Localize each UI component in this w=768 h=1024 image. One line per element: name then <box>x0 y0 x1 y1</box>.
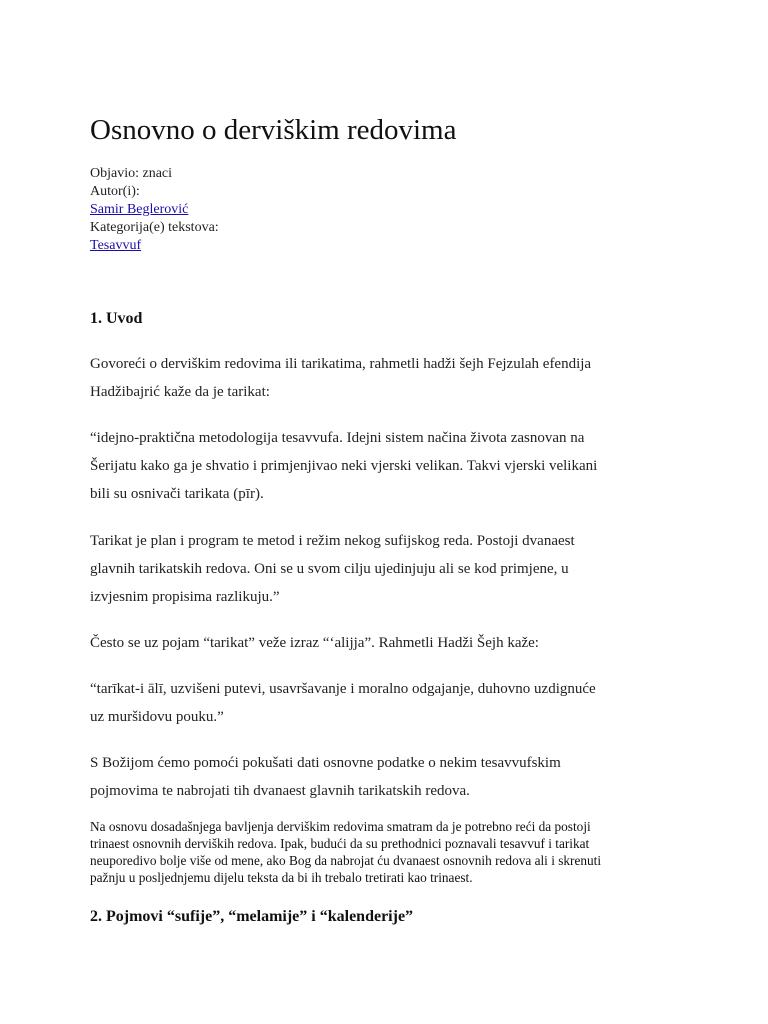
paragraph-line: “tarīkat-i ālī, uzvišeni putevi, usavršavanje i moralno odgajanje, duhovno uzdignuće <box>90 681 596 697</box>
paragraph-line: glavnih tarikatskih redova. Oni se u svom cilju ujedinjuju ali se kod primjene, u <box>90 561 569 577</box>
paragraph-line: Hadžibajrić kaže da je tarikat: <box>90 384 270 400</box>
paragraph-7-note <box>90 818 680 886</box>
paragraph-line: Na osnovu dosadašnjega bavljenja derviškim redovima smatram da je potrebno reći da postoji <box>90 819 591 834</box>
paragraph-2 <box>90 424 680 508</box>
paragraph-line: izvjesnim propisima razlikuju.” <box>90 589 280 605</box>
paragraph-6 <box>90 749 680 805</box>
author-link[interactable]: Samir Beglerović <box>90 202 189 217</box>
article-meta <box>90 165 219 255</box>
paragraph-3 <box>90 527 680 611</box>
paragraph-line: trinaest osnovnih derviških redova. Ipak, budući da su prethodnici poznavali tesavvuf i tarikat <box>90 836 590 851</box>
paragraph-line: bili su osnivači tarikata (pīr). <box>90 486 264 502</box>
paragraph-line: neuporedivo bolje više od mene, ako Bog da nabrojat ću dvanaest osnovnih redova ali i skrenuti <box>90 853 602 868</box>
paragraph-line: uz muršidovu pouku.” <box>90 709 224 725</box>
paragraph-line: Govoreći o derviškim redovima ili tarikatima, rahmetli hadži šejh Fejzulah efendija <box>90 356 592 372</box>
section-heading-uvod: 1. Uvod <box>90 310 143 327</box>
paragraph-line: Šerijatu kako ga je shvatio i primjenjivao neki vjerski velikan. Takvi vjerski velikani <box>90 458 598 474</box>
paragraph-line: Tarikat je plan i program te metod i režim nekog sufijskog reda. Postoji dvanaest <box>90 533 575 549</box>
paragraph-line: Često se uz pojam “tarikat” veže izraz “‘alijja”. Rahmetli Hadži Šejh kaže: <box>90 635 539 651</box>
paragraph-4 <box>90 629 680 657</box>
article-title: Osnovno o derviškim redovima <box>90 114 457 146</box>
published-by: Objavio: znaci <box>90 166 173 181</box>
paragraph-line: pojmovima te nabrojati tih dvanaest glavnih tarikatskih redova. <box>90 783 470 799</box>
paragraph-line: pažnju u posljednjemu dijelu teksta da bi ih trebalo tretirati kao trinaest. <box>90 870 473 885</box>
authors-label: Autor(i): <box>90 184 140 199</box>
paragraph-line: S Božijom ćemo pomoći pokušati dati osnovne podatke o nekim tesavvufskim <box>90 755 561 771</box>
paragraph-5 <box>90 675 680 731</box>
paragraph-1 <box>90 350 680 406</box>
categories-label: Kategorija(e) tekstova: <box>90 220 219 235</box>
paragraph-line: “idejno-praktična metodologija tesavvufa. Idejni sistem načina života zasnovan na <box>90 430 585 446</box>
category-link[interactable]: Tesavvuf <box>90 238 142 253</box>
section-heading-pojmovi: 2. Pojmovi “sufije”, “melamije” i “kalenderije” <box>90 908 414 925</box>
